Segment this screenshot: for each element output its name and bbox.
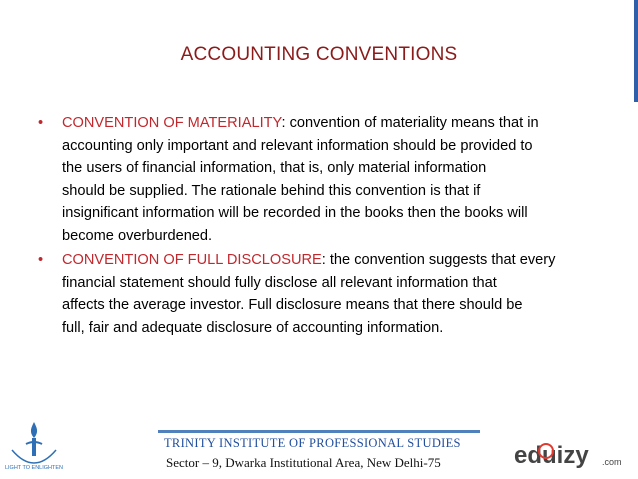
footer-divider <box>158 430 480 433</box>
footer-institute: TRINITY INSTITUTE OF PROFESSIONAL STUDIES <box>164 436 461 450</box>
bullet-line: should be supplied. The rationale behind this convention is that if <box>62 182 481 199</box>
bullet-term: CONVENTION OF FULL DISCLOSURE <box>62 252 322 268</box>
bullet-line: : convention of materiality means that in <box>281 115 539 131</box>
bullet-line: financial statement should fully disclose all relevant information that <box>62 274 497 291</box>
logo-caption: LIGHT TO ENLIGHTEN <box>4 465 64 471</box>
trinity-logo-icon <box>4 414 64 474</box>
edukizy-logo-icon <box>512 437 632 471</box>
bullet-line: full, fair and adequate disclosure of accounting information. <box>62 319 444 336</box>
logo-suffix: .com <box>602 457 622 467</box>
bullet-line: : the convention suggests that every <box>321 252 556 268</box>
bullet-dot: • <box>38 115 44 131</box>
bullet-line: insignificant information will be recorded in the books then the books will <box>62 205 528 221</box>
logo-wordmark: eduizy <box>514 442 589 469</box>
slide-body <box>38 112 608 341</box>
bullet-line: the users of financial information, that is, only material information <box>62 160 487 176</box>
bullet-materiality <box>38 112 608 247</box>
bullet-dot: • <box>38 252 44 268</box>
bullet-term: CONVENTION OF MATERIALITY <box>62 115 282 131</box>
bullet-line: accounting only important and relevant information should be provided to <box>62 137 533 154</box>
bullet-line: affects the average investor. Full disclosure means that there should be <box>62 297 523 313</box>
bullet-line: become overburdened. <box>62 227 213 244</box>
slide-title: ACCOUNTING CONVENTIONS <box>180 44 458 65</box>
footer-address: Sector – 9, Dwarka Institutional Area, New Delhi-75 <box>166 455 441 470</box>
bullet-full-disclosure <box>38 249 608 339</box>
